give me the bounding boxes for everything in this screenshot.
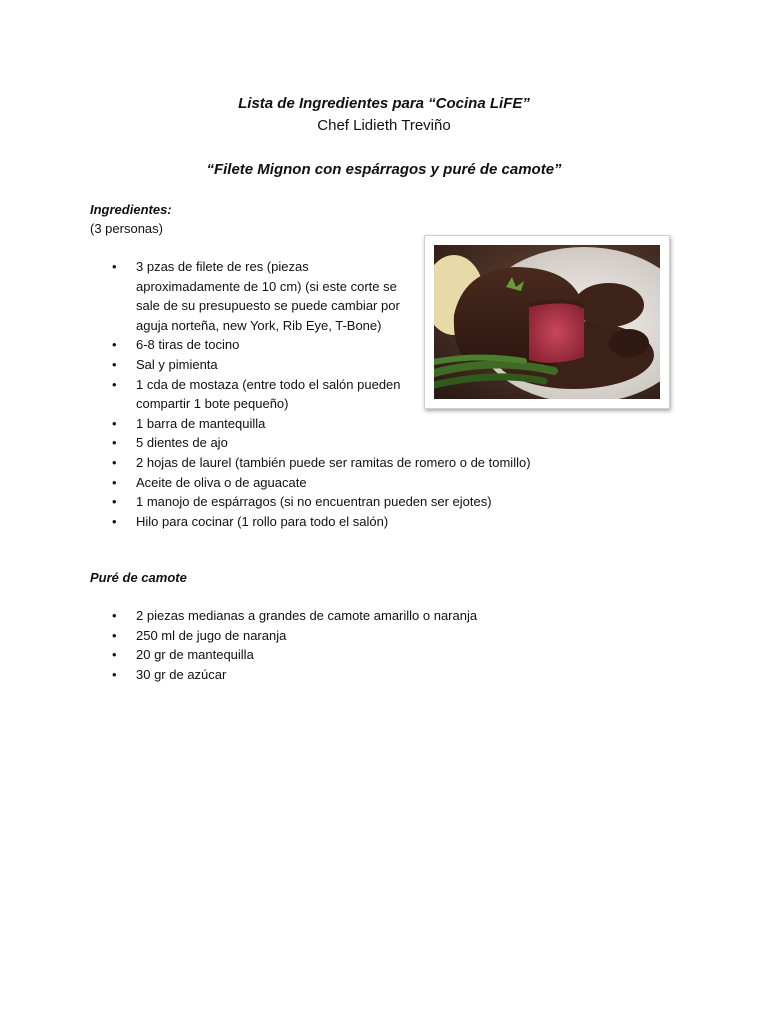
steak-photo-illustration: [434, 245, 660, 399]
list-item: • 250 ml de jugo de naranja: [90, 626, 477, 646]
list-item: • 1 manojo de espárragos (si no encuentran pueden ser ejotes): [90, 492, 531, 512]
dish-title: “Filete Mignon con espárragos y puré de camote”: [206, 161, 562, 178]
list-item: • 3 pzas de filete de res (piezas aproximadamente de 10 cm) (si este corte se sale de su presupuesto se puede cambiar por aguja norteña, new York, Rib Eye, T-Bone): [90, 257, 416, 335]
list-item: • 30 gr de azúcar: [90, 665, 477, 685]
pure-heading: Puré de camote: [90, 570, 187, 585]
list-item: • 20 gr de mantequilla: [90, 645, 477, 665]
list-item: • Hilo para cocinar (1 rollo para todo el salón): [90, 512, 531, 532]
pure-ingredients-list: [90, 606, 477, 684]
ingredients-heading: Ingredientes:: [90, 202, 172, 217]
list-item: • 2 hojas de laurel (también puede ser ramitas de romero o de tomillo): [90, 453, 531, 473]
list-item: • 1 barra de mantequilla: [90, 414, 531, 434]
list-item: • Sal y pimienta: [90, 355, 531, 375]
list-item: • 6-8 tiras de tocino: [90, 335, 531, 355]
servings-note: (3 personas): [90, 221, 163, 236]
list-item: • 2 piezas medianas a grandes de camote amarillo o naranja: [90, 606, 477, 626]
chef-name: Chef Lidieth Treviño: [317, 117, 451, 134]
document-title: Lista de Ingredientes para “Cocina LiFE”: [238, 95, 530, 112]
list-item: • 1 cda de mostaza (entre todo el salón pueden compartir 1 bote pequeño): [90, 375, 416, 414]
list-item: • 5 dientes de ajo: [90, 433, 531, 453]
steak-photo: [424, 235, 670, 409]
list-item: • Aceite de oliva o de aguacate: [90, 473, 531, 493]
